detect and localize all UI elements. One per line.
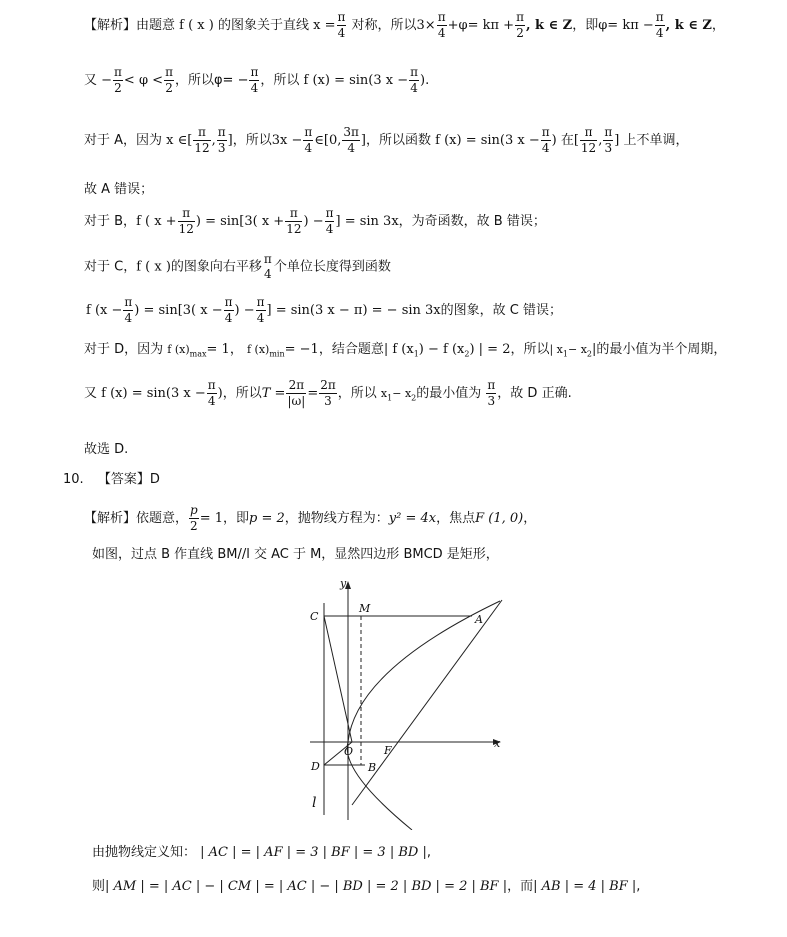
num: π: [263, 252, 272, 266]
num: p: [190, 503, 198, 517]
q10-line-4: [92, 877, 640, 897]
text: 2: [411, 393, 417, 403]
den: 4: [256, 311, 265, 325]
den: 4: [124, 311, 133, 325]
analysis-line-7: [86, 295, 562, 326]
num: π: [580, 125, 597, 141]
num: π: [124, 295, 133, 309]
text: ) = sin[3( x −: [134, 303, 223, 318]
text: ，即φ= kπ −: [572, 18, 654, 33]
fraction-pi-4: [224, 295, 234, 326]
text: = −1，结合题意: [284, 342, 384, 357]
num: π: [325, 206, 334, 220]
den: 12: [194, 141, 210, 155]
text: | f (x: [383, 342, 414, 357]
q10-line-2: 如图，过点 B 作直线 BM//l 交 AC 于 M，显然四边形 BMCD 是矩形，: [92, 547, 499, 562]
text: ,: [426, 845, 431, 860]
text: ，为奇函数，故 B 错误；: [398, 214, 546, 229]
fraction-pi-12: [193, 125, 210, 156]
num: 2π: [320, 378, 336, 392]
fraction-3pi-4: [342, 125, 360, 156]
text: ] = sin(3 x − π) = − sin 3x: [266, 303, 441, 318]
text: − x: [392, 387, 412, 400]
num: π: [304, 125, 313, 139]
text: 个单位长度得到函数: [273, 259, 391, 275]
fraction-pi-4: [207, 378, 217, 409]
text: ) = sin[3( x +: [195, 214, 285, 229]
den: 3: [217, 141, 226, 155]
text: = 1，: [206, 342, 243, 357]
den: 3: [487, 394, 496, 408]
q10-line-3: [92, 843, 431, 863]
text: f (x) = sin(3 x −: [435, 133, 540, 148]
fraction-pi-2: [164, 65, 174, 96]
num: π: [285, 206, 302, 222]
num: π: [487, 378, 496, 392]
fraction-pi-4-shift: [263, 252, 273, 282]
label-a: A: [475, 613, 483, 626]
text: ) −: [303, 214, 324, 229]
fraction-pi-4: [437, 10, 447, 41]
q10-line-1: [84, 503, 536, 534]
text: ] = sin 3x: [335, 214, 399, 229]
text: | AM | = | AC | − | CM | = | AC | − | BD | = 2 | BD | = 2 | BF |: [105, 879, 508, 894]
den: 4: [655, 26, 664, 40]
label-d: D: [311, 760, 320, 773]
y-axis-label: y: [340, 577, 347, 590]
text: < φ <: [123, 73, 164, 88]
fraction-pi-4: [123, 295, 133, 326]
fraction-pi-12: [285, 206, 302, 237]
parabola: [347, 601, 500, 830]
fraction-pi-4: [249, 65, 259, 96]
text: 【解析】依题意，: [84, 511, 189, 526]
fraction-p-2: [189, 503, 199, 534]
text: ，故 D 正确.: [497, 386, 572, 401]
text: 的最小值为半个周期，: [596, 342, 727, 357]
text: ): [217, 386, 223, 401]
text: ) − f (x: [418, 342, 465, 357]
fraction-pi-3: [486, 378, 496, 409]
question-10-header: [63, 470, 160, 490]
text: f (x) = sin(3 x −: [303, 73, 409, 88]
num: π: [114, 65, 122, 79]
text: ，所以: [510, 342, 550, 357]
text: ]: [360, 133, 366, 148]
analysis-line-3: [84, 125, 688, 156]
text: F (1, 0): [475, 511, 524, 526]
num: π: [217, 125, 226, 139]
fraction-pi-4: [303, 125, 313, 156]
text: 的图象，故 C 错误；: [440, 303, 562, 318]
den: 3: [324, 394, 332, 408]
text: |: [592, 342, 597, 357]
text: ) 在[: [551, 133, 579, 148]
text: f (x): [167, 343, 190, 356]
den: 12: [580, 141, 597, 155]
fraction-pi-12: [178, 206, 195, 237]
text: ,: [636, 879, 641, 894]
den: 4: [304, 141, 313, 155]
num: π: [437, 10, 446, 24]
label-o: O: [344, 745, 354, 758]
num: π: [250, 65, 259, 79]
text: 又: [84, 386, 98, 401]
text: T =: [261, 386, 286, 401]
den: 3: [604, 141, 613, 155]
num: π: [207, 378, 216, 392]
text: 则: [92, 879, 106, 894]
text: 上不单调，: [623, 133, 689, 148]
text: | AB | = 4 | BF |: [533, 879, 637, 894]
text: max: [189, 349, 207, 359]
num: 3π: [343, 125, 359, 139]
num: π: [224, 295, 233, 309]
text: 的最小值为: [416, 386, 482, 401]
text: ，所以: [337, 386, 377, 401]
text: 1: [413, 349, 419, 359]
den: 4: [541, 141, 550, 155]
text: ,: [598, 133, 603, 148]
den: 4: [224, 311, 233, 325]
text: =: [307, 386, 319, 401]
fraction-2pi-omega: [286, 378, 306, 409]
text: 2: [464, 349, 470, 359]
parabola-figure: [300, 575, 520, 830]
text: 对于 C，: [84, 259, 137, 275]
fraction-pi-12: [580, 125, 597, 156]
den: 4: [325, 222, 334, 236]
num: π: [256, 295, 265, 309]
fraction-pi-2: [515, 10, 525, 41]
text: f (x −: [86, 303, 123, 318]
analysis-line-2: [84, 65, 429, 96]
text: 的图象关于直线: [217, 18, 309, 33]
text: 对于 A，因为: [84, 133, 163, 148]
label-l: l: [312, 795, 317, 811]
text: f (x) = sin(3 x −: [101, 386, 206, 401]
label-b: B: [368, 761, 377, 774]
num: π: [410, 65, 419, 79]
den: 4: [207, 394, 216, 408]
den: 12: [178, 222, 194, 236]
analysis-line-10: 故选 D.: [84, 442, 129, 457]
text: ，所以3x −: [232, 133, 303, 148]
fraction-pi-4: [541, 125, 551, 156]
text: f (x): [246, 343, 270, 356]
label-m: M: [359, 602, 371, 615]
text: | AC | = | AF | = 3 | BF | = 3 | BD |: [200, 845, 427, 860]
den: 4: [264, 267, 272, 281]
num: π: [604, 125, 613, 139]
num: 2π: [286, 378, 306, 394]
text: , k ∈ Z: [525, 18, 573, 33]
fraction-pi-4: [655, 10, 665, 41]
text: ，抛物线方程为：: [284, 511, 389, 526]
text: 对于 B，: [84, 214, 137, 229]
text: 1: [562, 349, 568, 359]
den: 2: [165, 81, 173, 95]
text: ，: [711, 18, 725, 33]
fraction-pi-4: [256, 295, 266, 326]
fraction-2pi-3: [319, 378, 337, 409]
text: p = 2: [249, 511, 285, 526]
fraction-pi-3: [217, 125, 227, 156]
text: ) | = 2: [469, 342, 511, 357]
label-f: F: [384, 744, 392, 757]
text: 2: [586, 349, 592, 359]
text: ).: [420, 73, 430, 88]
analysis-line-5: [84, 206, 546, 237]
text: ) −: [234, 303, 255, 318]
text: ，所以φ= −: [174, 73, 249, 88]
num: π: [541, 125, 550, 139]
den: 4: [437, 26, 446, 40]
den: 2: [516, 26, 524, 40]
text: 又 −: [84, 73, 113, 88]
text: = 1: [199, 511, 223, 526]
text: 对称，所以3×: [351, 18, 436, 33]
text: 1: [387, 393, 393, 403]
text: ]: [614, 133, 620, 148]
text: ∈[0,: [314, 133, 342, 148]
num: π: [193, 125, 210, 141]
num: π: [165, 65, 173, 79]
text: 的图象向右平移: [170, 259, 262, 275]
text: x ∈[: [166, 133, 193, 148]
fx: f ( x ): [179, 18, 214, 33]
analysis-line-1: [84, 10, 725, 41]
fraction-pi-2: [113, 65, 123, 96]
fraction-pi-4: [325, 206, 335, 237]
text: ，而: [507, 879, 534, 894]
text: f ( x +: [136, 214, 177, 229]
den: 4: [337, 26, 346, 40]
text: ]: [227, 133, 233, 148]
text: ，: [523, 511, 537, 526]
analysis-label: 【解析】由题意: [84, 18, 176, 33]
den: 2: [190, 519, 198, 533]
answer-label: 【答案】D: [97, 472, 160, 487]
text: ，即: [223, 511, 250, 526]
text: 对于 D，因为: [84, 342, 164, 357]
text: min: [269, 349, 285, 359]
text: ，焦点: [436, 511, 476, 526]
text: ，所以函数: [365, 133, 431, 148]
fraction-pi-3: [603, 125, 613, 156]
text: y² = 4x: [388, 511, 437, 526]
den: 12: [286, 222, 302, 236]
line-ab: [352, 600, 502, 805]
fraction-pi-4: [409, 65, 419, 96]
den: |ω|: [287, 394, 306, 408]
analysis-line-4: 故 A 错误；: [84, 182, 154, 197]
num: π: [655, 10, 664, 24]
text: − x: [567, 343, 587, 356]
analysis-line-6: [84, 252, 391, 282]
text: | x: [549, 343, 563, 356]
num: π: [516, 10, 524, 24]
label-c: C: [310, 610, 319, 623]
text: , k ∈ Z: [665, 18, 712, 33]
text: ，所以: [260, 73, 300, 88]
text: ，所以: [222, 386, 262, 401]
num: π: [337, 10, 346, 24]
text: x: [380, 387, 388, 400]
fraction-pi-4: [337, 10, 347, 41]
analysis-line-9: [84, 378, 572, 409]
den: 4: [250, 81, 259, 95]
text: f ( x ): [136, 259, 171, 275]
analysis-line-8: [84, 340, 726, 365]
den: 4: [410, 81, 418, 95]
x-axis-label: x: [494, 737, 501, 750]
text: 由抛物线定义知：: [92, 845, 197, 860]
text: x =: [313, 18, 336, 33]
den: 4: [347, 141, 355, 155]
text: +φ= kπ +: [447, 18, 515, 33]
question-number: 10.: [63, 472, 84, 487]
num: π: [178, 206, 195, 222]
den: 2: [114, 81, 122, 95]
text: ,: [211, 133, 216, 148]
